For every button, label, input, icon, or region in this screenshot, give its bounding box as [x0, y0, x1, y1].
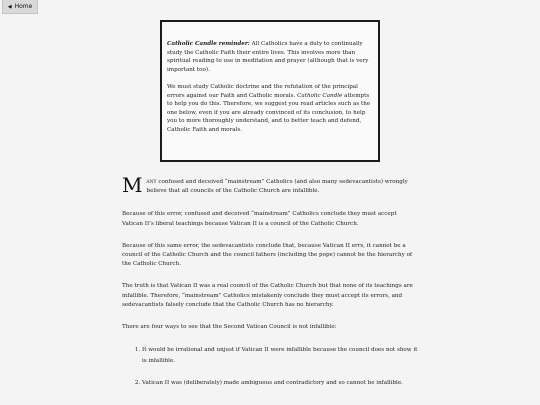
- reminder-paragraph-2: [167, 83, 374, 134]
- reminder-text-2b: attempts to help you do this. Therefore, we suggest you read articles such as the one below, even if you are already convinced of its conclusion, to help you to more thoroughly understand, and to better teach and defend, Catholic Faith and morals.: [167, 92, 371, 133]
- reminder-lead: Catholic Candle reminder:: [167, 41, 250, 47]
- reasons-list: [122, 345, 418, 389]
- article-body: [122, 174, 418, 400]
- article-paragraph-5: There are four ways to see that the Second Vatican Council is not infallible:: [122, 324, 337, 331]
- reminder-text-1: All Catholics have a duty to continually study the Catholic Faith their entire lives. This involves more than spiritual reading to use in meditation and prayer (although that is very important too).: [167, 41, 369, 73]
- article-paragraph-2: Because of this error, confused and deceived “mainstream” Catholics conclude they must accept Vatican II’s liberal teachings because Vatican II is a council of the Catholic Church.: [122, 211, 397, 227]
- reminder-box: [160, 20, 380, 162]
- home-button[interactable]: [2, 0, 38, 14]
- reminder-brand: Catholic Candle: [297, 92, 343, 99]
- left-arrow-icon: ◀: [7, 3, 12, 10]
- reminder-text-2a: We must study Catholic doctrine and the refutation of the principal errors against our Faith and Catholic morals.: [167, 84, 358, 99]
- reminder-paragraph-1: [167, 40, 374, 74]
- article-paragraph-4: The truth is that Vatican II was a real council of the Catholic Church but that none of its teachings are infallible. Therefore, “mainstream” Catholics mistakenly conclude they must accept its errors, and sedevacantists falsely conclude that the Catholic Church has no hierarchy.: [122, 283, 413, 308]
- drop-cap: M: [122, 173, 143, 197]
- small-caps-word: ANY: [146, 179, 157, 184]
- article-paragraph-3: Because of this same error, the sedevacantists conclude that, because Vatican II errs, it cannot be a council of the Catholic Church and the council fathers (including the pope) cannot be the hierarchy of the Catholic Church.: [122, 242, 413, 268]
- article-paragraph-1: [122, 174, 418, 196]
- home-label: Home: [14, 3, 33, 10]
- paragraph-1-text: confused and deceived “mainstream” Catholics (and also many sedevacantists) wrongly believe that all councils of the Catholic Church are infallible.: [146, 179, 408, 195]
- list-item: 1. It would be irrational and unjust if Vatican II were infallible because the council does not show it is infallible.: [142, 345, 418, 367]
- list-item: 2. Vatican II was (deliberately) made ambiguous and contradictory and so cannot be infallible.: [142, 378, 418, 389]
